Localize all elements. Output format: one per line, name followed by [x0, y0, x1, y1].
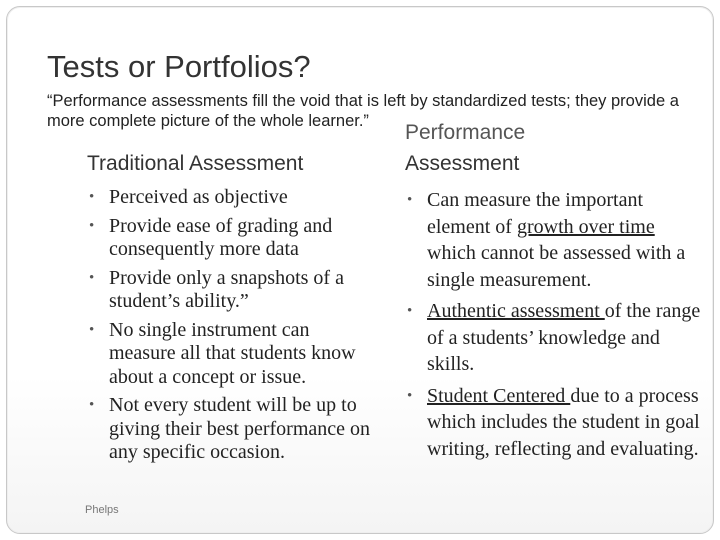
- traditional-heading: Traditional Assessment: [87, 152, 304, 175]
- bullet-icon: •: [89, 269, 95, 286]
- footer-credit: Phelps: [85, 504, 119, 516]
- bullet-icon: •: [89, 189, 95, 205]
- bullet-icon: •: [407, 192, 413, 208]
- traditional-bullet-list: [87, 186, 377, 470]
- bullet-text-post: of the range of a students’ knowledge and skills.: [427, 300, 701, 375]
- slide-title: Tests or Portfolios?: [47, 49, 311, 84]
- bullet-text-post: due to a process which includes the student in goal writing, reflecting and evaluating.: [427, 384, 700, 460]
- list-item: [87, 394, 377, 465]
- list-item: [87, 319, 377, 390]
- bullet-icon: •: [407, 387, 413, 404]
- performance-heading-line1: Performance: [405, 121, 526, 144]
- list-item: [405, 383, 705, 463]
- performance-heading-line2: Assessment: [405, 152, 520, 175]
- underlined-phrase: Authentic assessment: [427, 300, 605, 322]
- bullet-text-pre: Can measure the important element of: [427, 189, 644, 238]
- bullet-text: Provide ease of grading and consequently more data: [109, 214, 333, 260]
- bullet-icon: •: [407, 303, 413, 319]
- slide-frame: [6, 6, 714, 534]
- bullet-icon: •: [89, 217, 95, 234]
- performance-bullet-list: [405, 187, 705, 467]
- list-item: [405, 187, 705, 293]
- list-item: [87, 215, 377, 262]
- bullet-text: Provide only a snapshots of a student’s ability.”: [109, 266, 344, 312]
- bullet-icon: •: [89, 397, 95, 413]
- bullet-text-post: which cannot be assessed with a single measurement.: [427, 242, 686, 291]
- bullet-icon: •: [89, 321, 95, 338]
- bullet-text: Not every student will be up to giving their best performance on any specific occasion.: [109, 394, 371, 463]
- quote-text: “Performance assessments fill the void that is left by standardized tests; they provide a more complete picture of the whole learner.”: [47, 92, 679, 130]
- list-item: [87, 186, 377, 210]
- bullet-text: Perceived as objective: [109, 186, 288, 208]
- list-item: [405, 298, 705, 378]
- underlined-phrase: growth over time: [516, 215, 655, 238]
- underlined-phrase: Student Centered: [427, 384, 571, 407]
- bullet-text: No single instrument can measure all that students know about a concept or issue.: [109, 318, 356, 388]
- list-item: [87, 267, 377, 314]
